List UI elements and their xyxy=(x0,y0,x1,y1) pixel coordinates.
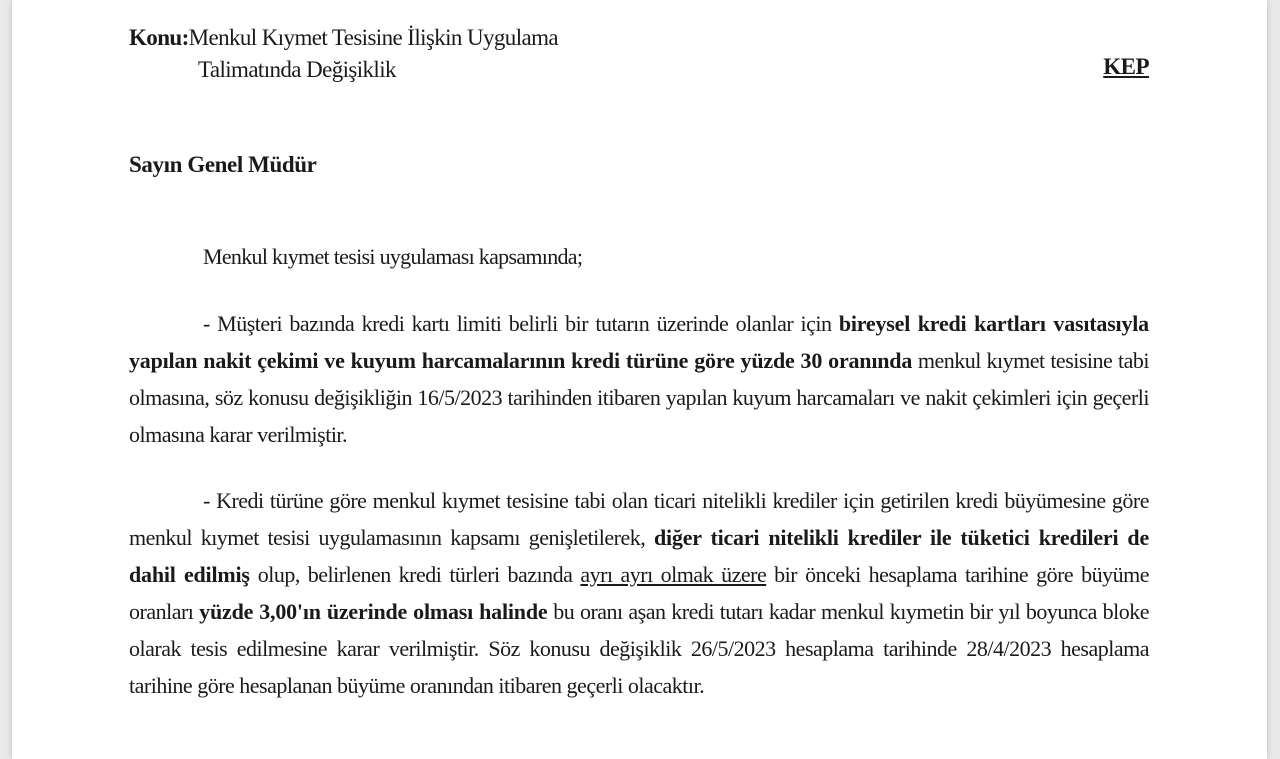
p2-text-4: bu oranı aşan kredi tutarı kadar menkul kıymetin bir yıl boyunca bloke olarak tesis edilmesine karar verilmiştir. Söz konusu değişiklik 26/5/2023 hesaplama tarihinde 28/4/2023 hesaplama tarihine göre hesaplanan büyüme oranından itibaren geçerli olacaktır. xyxy=(129,599,1150,698)
p2-text-1: - Kredi türüne göre menkul kıymet tesisine tabi olan ticari nitelikli krediler için getirilen kredi büyümesine göre menkul kıymet tesisi uygulamasının kapsamı genişletilerek, xyxy=(129,488,1149,550)
p1-text-1: - Müşteri bazında kredi kartı limiti belirli bir tutarın üzerinde olanlar için xyxy=(203,311,839,336)
p1-bold-1: bireysel kredi kartları vasıtasıyla yapılan nakit çekimi ve kuyum harcamalarının kredi türüne göre yüzde 30 oranında xyxy=(129,311,1149,373)
subject-block xyxy=(129,22,558,86)
subject-line-2: Talimatında Değişiklik xyxy=(198,57,396,82)
p1-text-2: menkul kıymet tesisine tabi olmasına, söz konusu değişikliğin 16/5/2023 tarihinden itibaren yapılan kuyum harcamaları ve nakit çekimleri için geçerli olmasına karar verilmiştir. xyxy=(129,348,1149,447)
paragraph-2 xyxy=(129,482,1149,704)
p2-text-3: bir önceki hesaplama tarihine göre büyüme oranları xyxy=(129,562,1149,624)
p2-bold-1: diğer ticari nitelikli krediler ile tüketici kredileri de dahil edilmiş xyxy=(129,525,1150,587)
document-page xyxy=(12,0,1267,759)
p2-underline-1: ayrı ayrı olmak üzere xyxy=(580,562,767,587)
intro-line: Menkul kıymet tesisi uygulaması kapsamında; xyxy=(203,244,583,269)
subject-line-1: Menkul Kıymet Tesisine İlişkin Uygulama xyxy=(188,25,558,50)
salutation: Sayın Genel Müdür xyxy=(129,152,317,177)
kep-label: KEP xyxy=(1103,54,1149,79)
subject-label: Konu: xyxy=(129,25,189,50)
p2-text-2: olup, belirlenen kredi türleri bazında xyxy=(249,562,581,587)
paragraph-1 xyxy=(129,305,1149,453)
p2-bold-2: yüzde 3,00'ın üzerinde olması halinde xyxy=(199,599,548,624)
